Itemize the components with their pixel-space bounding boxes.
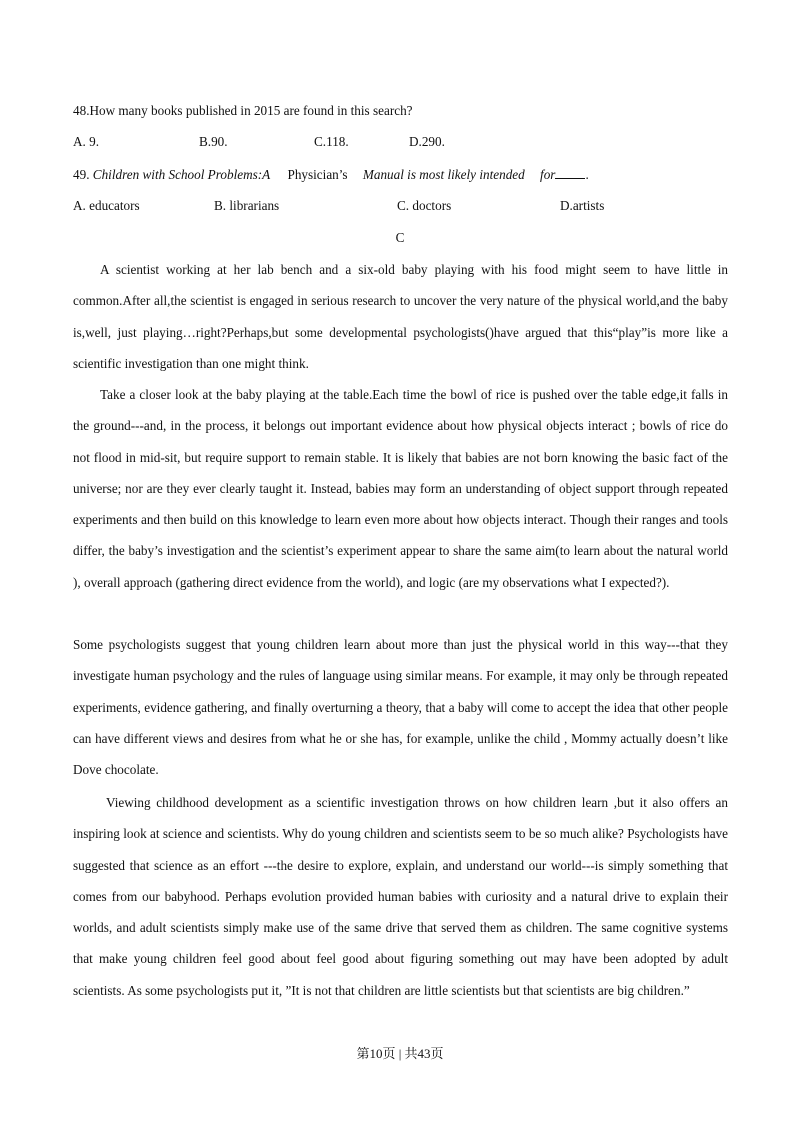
question-49-title-mid: Physician’s [287,167,348,182]
page-footer: 第10页 | 共43页 [356,1046,444,1061]
option-49-d: D.artists [560,198,605,213]
section-label: C [395,230,405,245]
option-49-a: A. educators [73,198,140,213]
option-48-b: B.90. [199,134,228,149]
passage-paragraph-1: A scientist working at her lab bench and a six-old baby playing with his food might seem to have little in common.After all,the scientist is engaged in serious research to uncover the very nature of the physical world,and the baby is,well, just playing…right?Perhaps,but some developmental psychologists()have argued that this“play”is more like a scientific investigation than one might think. [73,262,728,371]
passage-paragraph-2: Take a closer look at the baby playing at the table.Each time the bowl of rice is pushed over the table edge,it falls in the ground---and, in the process, it belongs out important evidence about how physical objects interact ; bowls of rice do not flood in mid-sit, but require support to remain stable. It is likely that babies are not born knowing the basic fact of the universe; nor are they ever clearly taught it. Instead, babies may form an understanding of object support through repeated experiments and then build on this knowledge to learn even more about how objects interact. Though their ranges and tools differ, the baby’s investigation and the scientist’s experiment appear to share the same aim(to learn about the natural world ), overall approach (gathering direct evidence from the world), and logic (are my observations what I expected?). [73,387,728,590]
question-49-title-rest: Manual is most likely intended [362,167,525,182]
passage-paragraph-3: Some psychologists suggest that young children learn about more than just the physical world in this way---that they investigate human psychology and the rules of language using similar means. For example, it may only be through repeated experiments, evidence gathering, and finally overturning a theory, that a baby will come to accept the idea that other people can have different views and desires from what he or she has, for example, unlike the child , Mommy actually doesn’t like Dove chocolate. [73,637,728,778]
option-49-c: C. doctors [397,198,452,213]
question-49-number: 49. [73,167,90,182]
question-49-options [73,198,733,216]
question-49-end: . [585,167,589,182]
question-48-options [73,134,733,152]
option-49-b: B. librarians [214,198,280,213]
passage-paragraph-4: Viewing childhood development as a scientific investigation throws on how children learn ,but it also offers an inspiring look at science and scientists. Why do young children and scientists seem to be so much alike? Psychologists have suggested that science as an effort ---the desire to explore, explain, and understand our world---is simply something that comes from our babyhood. Perhaps evolution provided human babies with curiosity and a natural drive to explain their worlds, and adult scientists simply make use of the same drive that served them as children. The same cognitive systems that make young children feel good about feel good about figuring something out may have been adopted by adult scientists. As some psychologists put it, ”It is not that children are little scientists but that scientists are big children.” [73,795,728,998]
answer-blank [555,166,585,179]
option-48-a: A. 9. [73,134,100,149]
option-48-c: C.118. [314,134,349,149]
question-49 [73,166,589,183]
question-48: 48.How many books published in 2015 are found in this search? [73,103,413,118]
question-49-for: for [540,167,556,182]
question-49-title: Children with School Problems:A [92,167,271,182]
option-48-d: D.290. [409,134,445,149]
